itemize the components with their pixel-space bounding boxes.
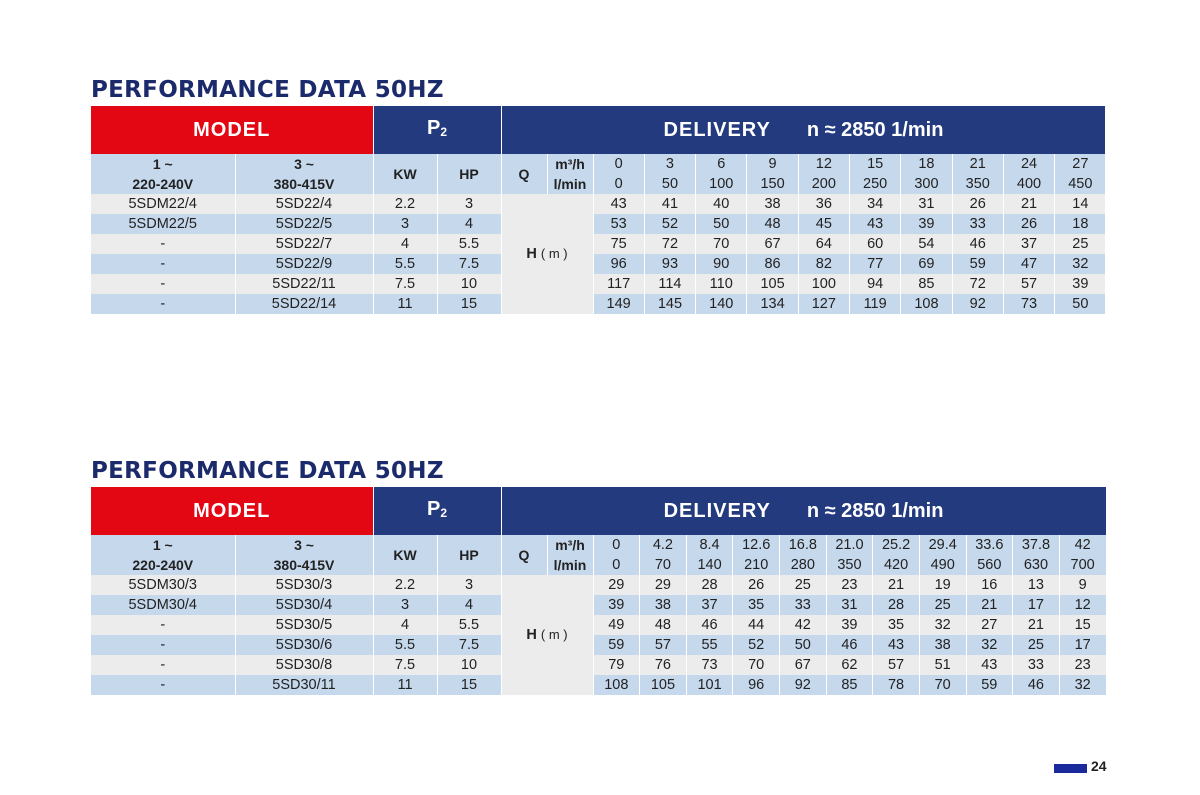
power-kw: 4 (373, 234, 437, 254)
three-phase-label: 3 ~ (235, 535, 373, 555)
head-value: 70 (696, 234, 747, 254)
section-title: PERFORMANCE DATA 50HZ (91, 458, 444, 484)
head-value: 50 (1055, 294, 1106, 314)
power-kw: 2.2 (373, 575, 437, 595)
flow-unit-m3h: m³/h (547, 154, 593, 174)
table-row (91, 635, 1106, 655)
model-single-phase: - (91, 655, 235, 675)
head-value: 57 (1003, 274, 1054, 294)
model-single-phase: 5SDM22/5 (91, 214, 235, 234)
kw-header: KW (373, 154, 437, 194)
head-value: 100 (798, 274, 849, 294)
model-single-phase: 5SDM22/4 (91, 194, 235, 214)
head-value: 33 (780, 595, 827, 615)
head-value: 31 (826, 595, 873, 615)
head-value: 36 (798, 194, 849, 214)
delivery-label: DELIVERY (663, 500, 771, 522)
head-value: 21 (966, 595, 1013, 615)
flow-value-lmin: 100 (696, 174, 747, 194)
head-value: 59 (593, 635, 640, 655)
flow-value-lmin: 0 (593, 555, 640, 575)
power-hp: 7.5 (437, 254, 501, 274)
page-marker-bar (1054, 764, 1087, 773)
head-value: 14 (1055, 194, 1106, 214)
model-three-phase: 5SD22/7 (235, 234, 373, 254)
head-value: 31 (901, 194, 952, 214)
model-three-phase: 5SD22/14 (235, 294, 373, 314)
model-three-phase: 5SD30/8 (235, 655, 373, 675)
head-value: 90 (696, 254, 747, 274)
head-value: 27 (966, 615, 1013, 635)
hp-header: HP (437, 154, 501, 194)
flow-value-lmin: 630 (1013, 555, 1060, 575)
flow-value-lmin: 140 (686, 555, 733, 575)
head-value: 93 (644, 254, 695, 274)
power-hp: 4 (437, 595, 501, 615)
head-value: 94 (849, 274, 900, 294)
flow-label: Q (501, 535, 547, 575)
head-value: 73 (686, 655, 733, 675)
model-three-phase: 5SD22/5 (235, 214, 373, 234)
head-value: 149 (593, 294, 644, 314)
head-value: 39 (593, 595, 640, 615)
flow-value-m3h: 6 (696, 154, 747, 174)
head-value: 33 (952, 214, 1003, 234)
head-value: 29 (593, 575, 640, 595)
head-value: 13 (1013, 575, 1060, 595)
head-value: 42 (780, 615, 827, 635)
model-three-phase: 5SD30/5 (235, 615, 373, 635)
head-unit: ( m ) (540, 627, 568, 642)
flow-value-lmin: 450 (1055, 174, 1106, 194)
power-kw: 3 (373, 214, 437, 234)
model-header: MODEL (91, 106, 373, 154)
head-value: 69 (901, 254, 952, 274)
head-value: 70 (919, 675, 966, 695)
flow-value-lmin: 210 (733, 555, 780, 575)
power-kw: 5.5 (373, 635, 437, 655)
flow-value-m3h: 29.4 (919, 535, 966, 555)
head-value: 39 (901, 214, 952, 234)
table-row (91, 675, 1106, 695)
power-header (373, 106, 501, 154)
performance-table (91, 106, 1106, 314)
power-hp: 15 (437, 294, 501, 314)
flow-value-lmin: 700 (1059, 555, 1106, 575)
head-value: 53 (593, 214, 644, 234)
flow-value-m3h: 24 (1003, 154, 1054, 174)
flow-value-m3h: 21.0 (826, 535, 873, 555)
model-three-phase: 5SD30/6 (235, 635, 373, 655)
hp-header: HP (437, 535, 501, 575)
head-value: 48 (640, 615, 687, 635)
flow-unit-m3h: m³/h (547, 535, 593, 555)
flow-value-lmin: 420 (873, 555, 920, 575)
head-label: H (526, 246, 537, 262)
page-number: 24 (1091, 758, 1107, 774)
head-value: 92 (780, 675, 827, 695)
head-value: 59 (952, 254, 1003, 274)
flow-value-m3h: 25.2 (873, 535, 920, 555)
power-kw: 7.5 (373, 274, 437, 294)
head-value: 54 (901, 234, 952, 254)
head-value: 59 (966, 675, 1013, 695)
head-value: 46 (826, 635, 873, 655)
flow-label: Q (501, 154, 547, 194)
flow-value-lmin: 300 (901, 174, 952, 194)
head-value: 39 (826, 615, 873, 635)
model-three-phase: 5SD22/11 (235, 274, 373, 294)
subheader-row (91, 154, 1106, 174)
delivery-header (501, 106, 1106, 154)
head-value: 96 (733, 675, 780, 695)
power-hp: 3 (437, 575, 501, 595)
flow-value-lmin: 350 (826, 555, 873, 575)
flow-value-lmin: 70 (640, 555, 687, 575)
delivery-label: DELIVERY (663, 119, 771, 141)
head-value: 26 (1003, 214, 1054, 234)
head-value: 32 (919, 615, 966, 635)
power-header (373, 487, 501, 535)
head-value: 25 (1055, 234, 1106, 254)
head-value: 33 (1013, 655, 1060, 675)
flow-value-lmin: 400 (1003, 174, 1054, 194)
power-label: P (426, 498, 441, 520)
head-value: 25 (780, 575, 827, 595)
flow-value-lmin: 250 (849, 174, 900, 194)
flow-value-m3h: 12.6 (733, 535, 780, 555)
power-hp: 5.5 (437, 234, 501, 254)
head-value: 64 (798, 234, 849, 254)
head-value: 17 (1059, 635, 1106, 655)
model-single-phase: - (91, 635, 235, 655)
head-value: 134 (747, 294, 798, 314)
head-value: 92 (952, 294, 1003, 314)
flow-value-m3h: 27 (1055, 154, 1106, 174)
head-label-cell (501, 194, 593, 314)
flow-value-lmin: 50 (644, 174, 695, 194)
head-value: 26 (733, 575, 780, 595)
delivery-header (501, 487, 1106, 535)
head-value: 86 (747, 254, 798, 274)
head-value: 48 (747, 214, 798, 234)
power-subscript: 2 (440, 506, 448, 520)
head-value: 43 (966, 655, 1013, 675)
power-kw: 11 (373, 675, 437, 695)
head-value: 114 (644, 274, 695, 294)
model-single-phase: - (91, 615, 235, 635)
performance-table (91, 487, 1107, 695)
head-value: 21 (1013, 615, 1060, 635)
head-value: 12 (1059, 595, 1106, 615)
flow-value-m3h: 15 (849, 154, 900, 174)
head-value: 79 (593, 655, 640, 675)
head-value: 43 (593, 194, 644, 214)
head-value: 52 (733, 635, 780, 655)
head-value: 23 (826, 575, 873, 595)
single-phase-label: 1 ~ (91, 535, 235, 555)
head-value: 41 (644, 194, 695, 214)
single-phase-voltage: 220-240V (91, 555, 235, 575)
head-value: 38 (919, 635, 966, 655)
head-value: 37 (1003, 234, 1054, 254)
head-value: 73 (1003, 294, 1054, 314)
subheader-row (91, 555, 1106, 575)
head-value: 9 (1059, 575, 1106, 595)
head-value: 46 (1013, 675, 1060, 695)
head-value: 105 (640, 675, 687, 695)
head-value: 72 (952, 274, 1003, 294)
head-value: 19 (919, 575, 966, 595)
model-three-phase: 5SD22/9 (235, 254, 373, 274)
table-row (91, 615, 1106, 635)
three-phase-label: 3 ~ (235, 154, 373, 174)
table-row (91, 194, 1106, 214)
head-value: 127 (798, 294, 849, 314)
head-value: 37 (686, 595, 733, 615)
head-value: 52 (644, 214, 695, 234)
flow-value-lmin: 0 (593, 174, 644, 194)
model-three-phase: 5SD30/3 (235, 575, 373, 595)
power-hp: 15 (437, 675, 501, 695)
power-kw: 3 (373, 595, 437, 615)
head-value: 72 (644, 234, 695, 254)
head-value: 32 (1059, 675, 1106, 695)
header-row (91, 487, 1106, 535)
head-value: 21 (873, 575, 920, 595)
flow-value-lmin: 150 (747, 174, 798, 194)
model-three-phase: 5SD30/4 (235, 595, 373, 615)
head-value: 28 (873, 595, 920, 615)
flow-value-m3h: 8.4 (686, 535, 733, 555)
power-label: P (426, 117, 441, 139)
head-value: 119 (849, 294, 900, 314)
three-phase-voltage: 380-415V (235, 555, 373, 575)
head-value: 28 (686, 575, 733, 595)
flow-value-m3h: 0 (593, 535, 640, 555)
table-row (91, 575, 1106, 595)
flow-value-lmin: 490 (919, 555, 966, 575)
performance-section-2 (91, 455, 1106, 695)
kw-header: KW (373, 535, 437, 575)
flow-value-lmin: 560 (966, 555, 1013, 575)
power-hp: 7.5 (437, 635, 501, 655)
head-unit: ( m ) (540, 246, 568, 261)
head-value: 108 (593, 675, 640, 695)
head-value: 49 (593, 615, 640, 635)
head-value: 29 (640, 575, 687, 595)
power-kw: 11 (373, 294, 437, 314)
model-single-phase: - (91, 294, 235, 314)
speed-label: n ≈ 2850 1/min (806, 119, 944, 141)
flow-value-lmin: 200 (798, 174, 849, 194)
head-value: 85 (901, 274, 952, 294)
head-value: 77 (849, 254, 900, 274)
flow-value-m3h: 9 (747, 154, 798, 174)
head-value: 44 (733, 615, 780, 635)
table-row (91, 254, 1106, 274)
flow-value-lmin: 280 (780, 555, 827, 575)
power-hp: 3 (437, 194, 501, 214)
model-single-phase: - (91, 675, 235, 695)
head-value: 39 (1055, 274, 1106, 294)
head-value: 43 (849, 214, 900, 234)
section-title: PERFORMANCE DATA 50HZ (91, 77, 444, 103)
head-value: 21 (1003, 194, 1054, 214)
head-value: 38 (747, 194, 798, 214)
head-value: 57 (640, 635, 687, 655)
subheader-row (91, 174, 1106, 194)
flow-value-m3h: 12 (798, 154, 849, 174)
head-value: 26 (952, 194, 1003, 214)
head-value: 85 (826, 675, 873, 695)
flow-value-m3h: 3 (644, 154, 695, 174)
head-value: 40 (696, 194, 747, 214)
power-kw: 4 (373, 615, 437, 635)
head-value: 105 (747, 274, 798, 294)
head-value: 35 (733, 595, 780, 615)
head-value: 78 (873, 675, 920, 695)
flow-unit-lmin: l/min (547, 555, 593, 575)
head-label-cell (501, 575, 593, 695)
single-phase-label: 1 ~ (91, 154, 235, 174)
power-kw: 5.5 (373, 254, 437, 274)
model-single-phase: - (91, 274, 235, 294)
head-value: 82 (798, 254, 849, 274)
head-value: 25 (1013, 635, 1060, 655)
head-label: H (526, 627, 537, 643)
head-value: 45 (798, 214, 849, 234)
head-value: 67 (747, 234, 798, 254)
subheader-row (91, 535, 1106, 555)
head-value: 60 (849, 234, 900, 254)
three-phase-voltage: 380-415V (235, 174, 373, 194)
table-row (91, 294, 1106, 314)
head-value: 62 (826, 655, 873, 675)
flow-value-m3h: 37.8 (1013, 535, 1060, 555)
head-value: 50 (780, 635, 827, 655)
flow-value-m3h: 4.2 (640, 535, 687, 555)
table-row (91, 655, 1106, 675)
head-value: 108 (901, 294, 952, 314)
head-value: 43 (873, 635, 920, 655)
table-row (91, 274, 1106, 294)
flow-unit-lmin: l/min (547, 174, 593, 194)
header-row (91, 106, 1106, 154)
head-value: 75 (593, 234, 644, 254)
performance-section-1 (91, 74, 1106, 314)
head-value: 46 (952, 234, 1003, 254)
head-value: 101 (686, 675, 733, 695)
head-value: 25 (919, 595, 966, 615)
model-three-phase: 5SD22/4 (235, 194, 373, 214)
flow-value-m3h: 16.8 (780, 535, 827, 555)
head-value: 23 (1059, 655, 1106, 675)
head-value: 96 (593, 254, 644, 274)
head-value: 18 (1055, 214, 1106, 234)
single-phase-voltage: 220-240V (91, 174, 235, 194)
power-kw: 7.5 (373, 655, 437, 675)
flow-value-m3h: 0 (593, 154, 644, 174)
head-value: 76 (640, 655, 687, 675)
head-value: 67 (780, 655, 827, 675)
power-hp: 4 (437, 214, 501, 234)
head-value: 16 (966, 575, 1013, 595)
head-value: 145 (644, 294, 695, 314)
head-value: 55 (686, 635, 733, 655)
model-single-phase: - (91, 254, 235, 274)
flow-value-lmin: 350 (952, 174, 1003, 194)
model-header: MODEL (91, 487, 373, 535)
flow-value-m3h: 18 (901, 154, 952, 174)
power-hp: 5.5 (437, 615, 501, 635)
head-value: 47 (1003, 254, 1054, 274)
head-value: 51 (919, 655, 966, 675)
head-value: 32 (966, 635, 1013, 655)
head-value: 46 (686, 615, 733, 635)
power-subscript: 2 (440, 125, 448, 139)
table-row (91, 234, 1106, 254)
head-value: 15 (1059, 615, 1106, 635)
model-single-phase: 5SDM30/3 (91, 575, 235, 595)
model-three-phase: 5SD30/11 (235, 675, 373, 695)
flow-value-m3h: 33.6 (966, 535, 1013, 555)
model-single-phase: 5SDM30/4 (91, 595, 235, 615)
head-value: 38 (640, 595, 687, 615)
head-value: 57 (873, 655, 920, 675)
power-hp: 10 (437, 655, 501, 675)
table-row (91, 214, 1106, 234)
head-value: 32 (1055, 254, 1106, 274)
flow-value-m3h: 42 (1059, 535, 1106, 555)
head-value: 110 (696, 274, 747, 294)
model-single-phase: - (91, 234, 235, 254)
head-value: 50 (696, 214, 747, 234)
power-kw: 2.2 (373, 194, 437, 214)
flow-value-m3h: 21 (952, 154, 1003, 174)
head-value: 140 (696, 294, 747, 314)
head-value: 34 (849, 194, 900, 214)
head-value: 70 (733, 655, 780, 675)
table-row (91, 595, 1106, 615)
head-value: 117 (593, 274, 644, 294)
speed-label: n ≈ 2850 1/min (806, 500, 944, 522)
head-value: 17 (1013, 595, 1060, 615)
head-value: 35 (873, 615, 920, 635)
power-hp: 10 (437, 274, 501, 294)
